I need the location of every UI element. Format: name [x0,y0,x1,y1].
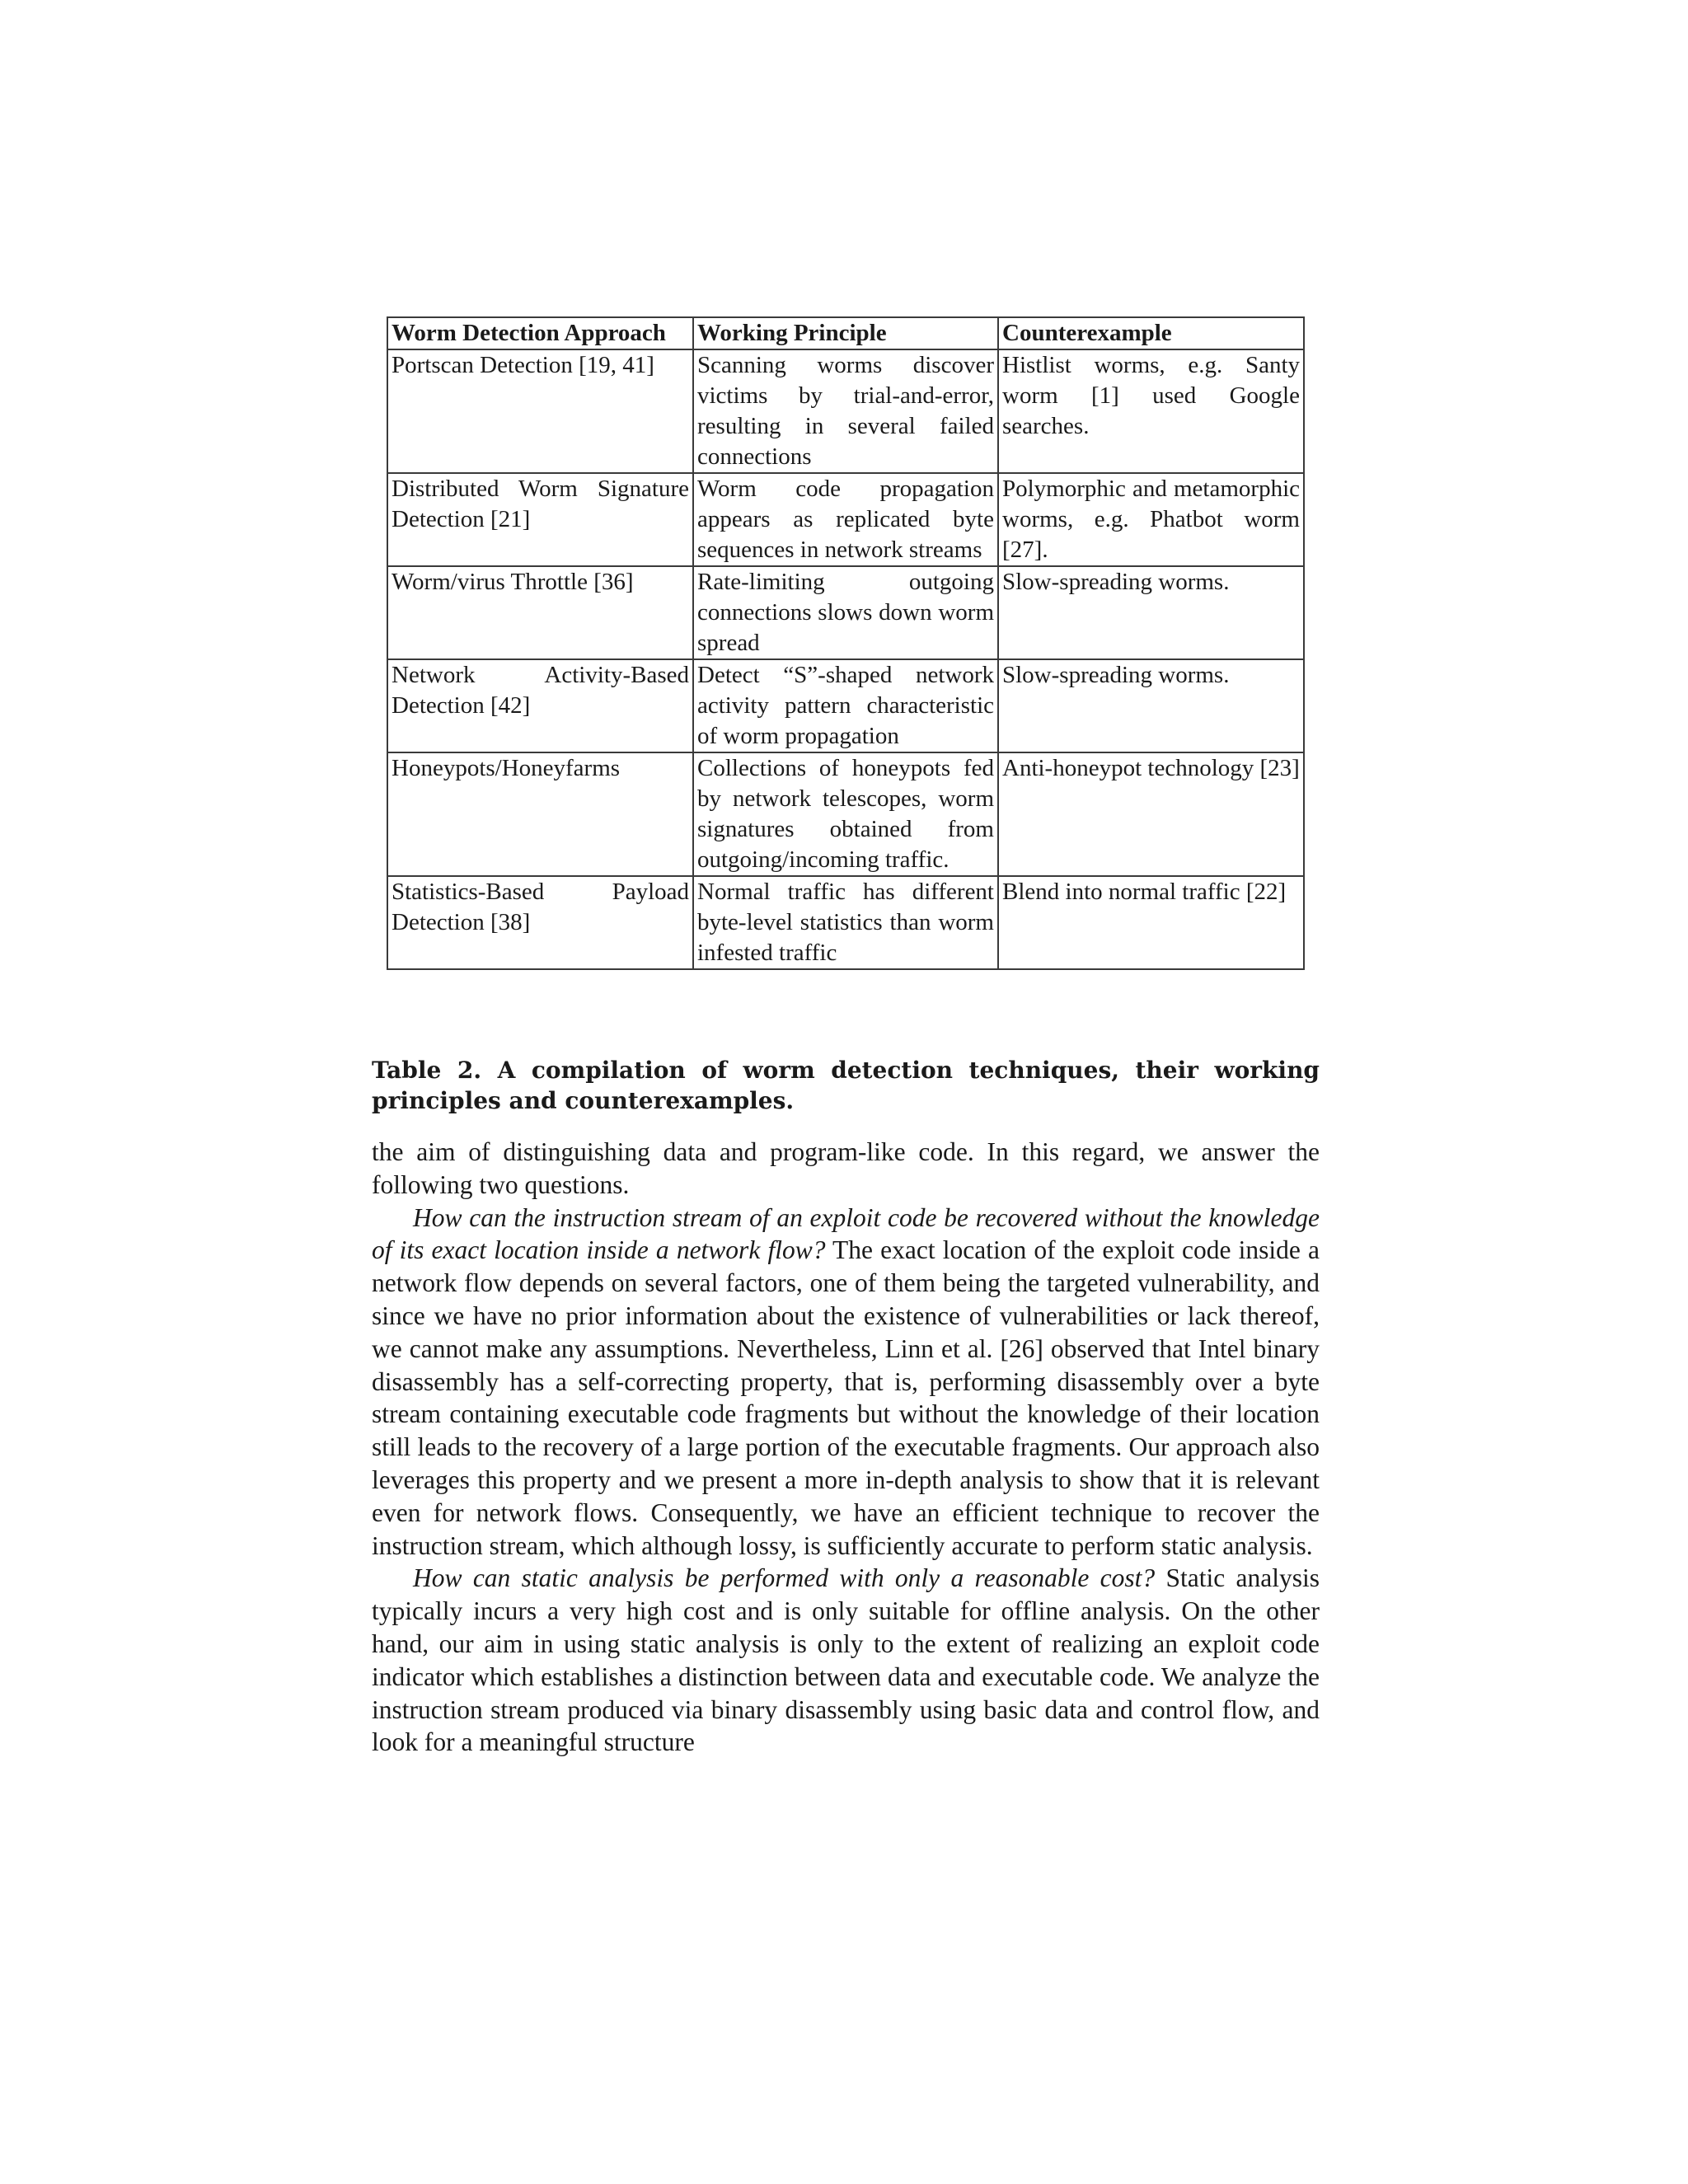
table-caption: Table 2. A compilation of worm detection techniques, their working principles and counterexamples. [372,1057,1320,1114]
header-counterexample: Counterexample [998,317,1304,349]
paragraph-2 [372,1202,1320,1563]
cell-principle: Rate-limiting outgoing connections slows down worm spread [693,566,998,659]
header-principle: Working Principle [693,317,998,349]
table-row [387,876,1304,969]
cell-principle: Scanning worms discover victims by trial-and-error, resulting in several failed connections [693,349,998,473]
cell-approach: Portscan Detection [19, 41] [387,349,693,473]
question-1: How can the instruction stream of an exploit code be recovered without the knowledge of its exact location inside a network flow? [372,1202,1320,1265]
cell-counterexample: Slow-spreading worms. [998,659,1304,752]
cell-principle: Normal traffic has different byte-level statistics than worm infested traffic [693,876,998,969]
cell-principle: Detect “S”-shaped network activity pattern characteristic of worm propagation [693,659,998,752]
table-row [387,349,1304,473]
cell-approach: Honeypots/Honeyfarms [387,752,693,876]
paragraph-3 [372,1562,1320,1759]
cell-counterexample: Blend into normal traffic [22] [998,876,1304,969]
paragraph-1: the aim of distinguishing data and program-like code. In this regard, we answer the following two questions. [372,1137,1320,1199]
table-header-row [387,317,1304,349]
cell-approach: Statistics-Based Payload Detection [38] [387,876,693,969]
cell-counterexample: Anti-honeypot technology [23] [998,752,1304,876]
cell-counterexample: Histlist worms, e.g. Santy worm [1] used Google searches. [998,349,1304,473]
table-row [387,659,1304,752]
cell-approach: Network Activity-Based Detection [42] [387,659,693,752]
cell-approach: Worm/virus Throttle [36] [387,566,693,659]
cell-counterexample: Slow-spreading worms. [998,566,1304,659]
table-row [387,566,1304,659]
cell-approach: Distributed Worm Signature Detection [21] [387,473,693,566]
question-2: How can static analysis be performed with only a reasonable cost? [413,1563,1156,1593]
worm-detection-table [387,316,1305,970]
cell-principle: Worm code propagation appears as replicated byte sequences in network streams [693,473,998,566]
table-row [387,473,1304,566]
body-text [372,1136,1320,1759]
table-row [387,752,1304,876]
paragraph-2-text: The exact location of the exploit code inside a network flow depends on several factors, one of them being the targeted vulnerability, and since we have no prior information about the existence of vulnerabilities or lack thereof, we cannot make any assumptions. Nevertheless, Linn et al. [26] observed that Intel binary disassembly has a self-correcting property, that is, performing disassembly over a byte stream containing executable code fragments but without the knowledge of their location still leads to the recovery of a large portion of the executable fragments. Our approach also leverages this property and we present a more in-depth analysis to show that it is relevant even for network flows. Consequently, we have an efficient technique to recover the instruction stream, which although lossy, is sufficiently accurate to perform static analysis. [372,1235,1320,1560]
paragraph-3-text: Static analysis typically incurs a very high cost and is only suitable for offline analysis. On the other hand, our aim in using static analysis is only to the extent of realizing an exploit code indicator which establishes a distinction between data and executable code. We analyze the instruction stream produced via binary disassembly using basic data and control flow, and look for a meaningful structure [372,1563,1320,1757]
cell-principle: Collections of honeypots fed by network telescopes, worm signatures obtained from outgoing/incoming traffic. [693,752,998,876]
cell-counterexample: Polymorphic and metamorphic worms, e.g. Phatbot worm [27]. [998,473,1304,566]
header-approach: Worm Detection Approach [387,317,693,349]
